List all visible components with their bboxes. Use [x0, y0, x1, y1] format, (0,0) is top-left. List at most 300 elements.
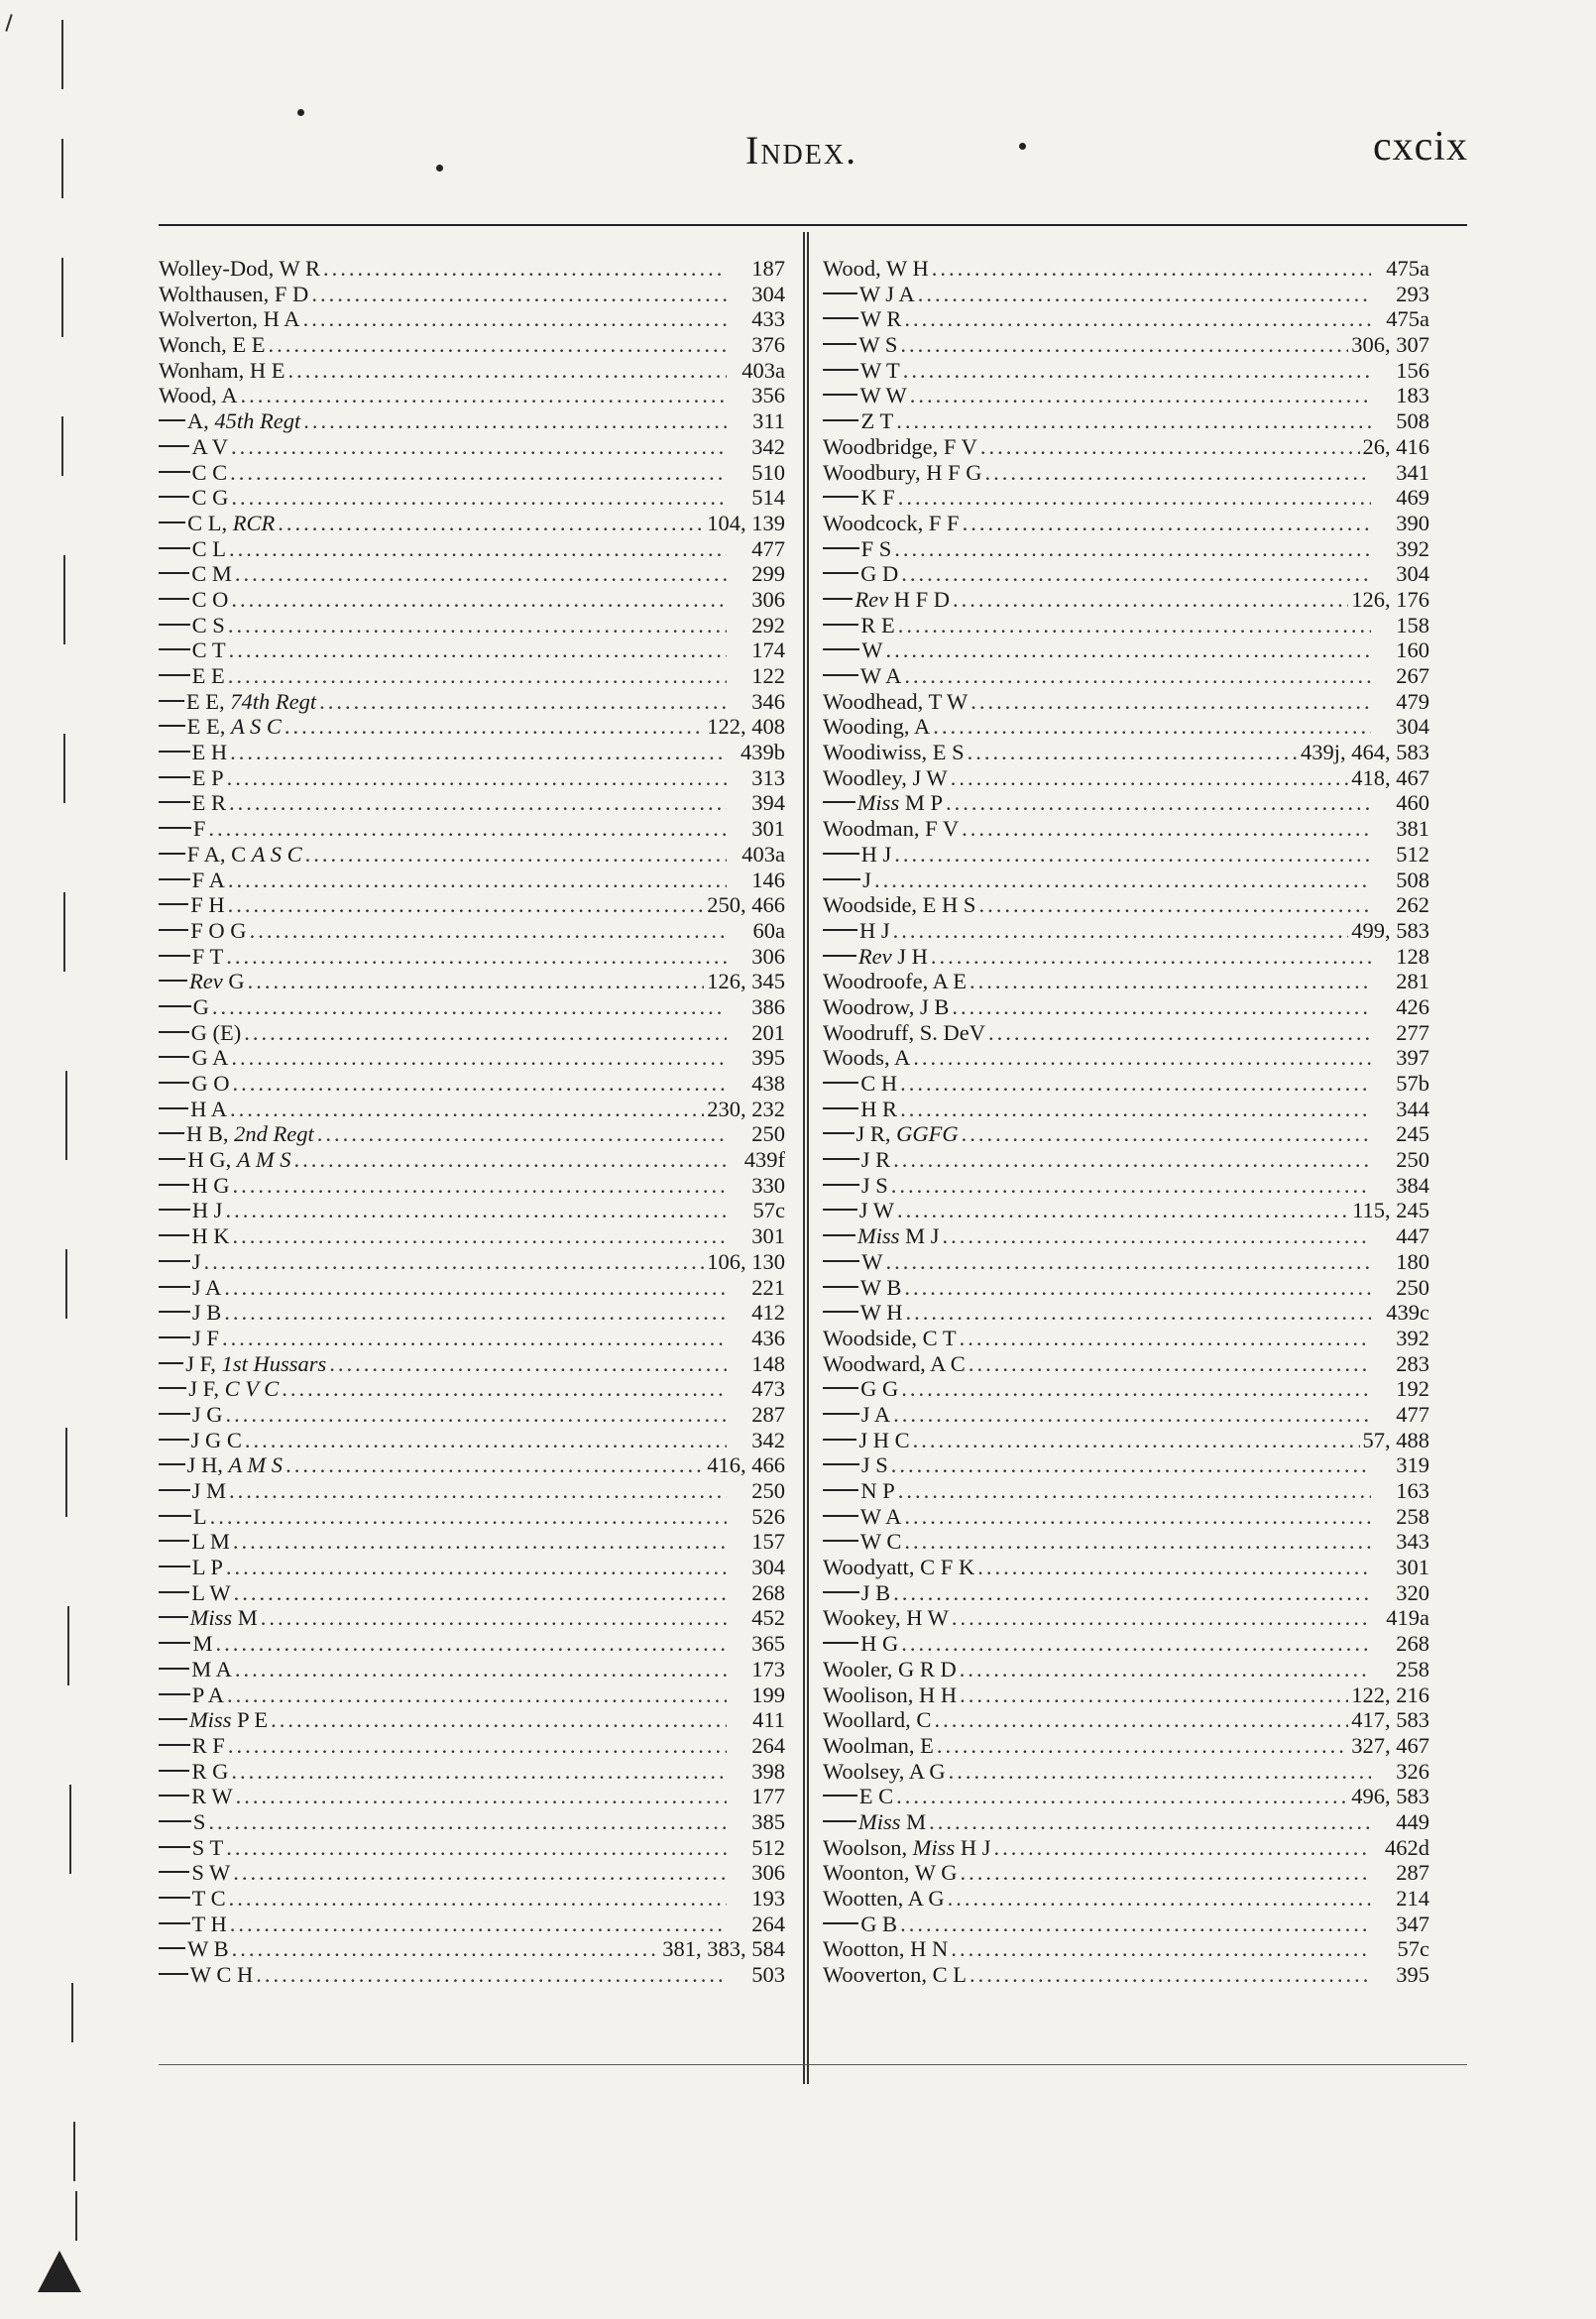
ditto-dash [159, 853, 185, 855]
index-entry [159, 358, 785, 384]
ditto-dash [823, 1082, 858, 1084]
ditto-dash [823, 1286, 858, 1288]
entry-name: Woodbridge, F V [823, 433, 977, 459]
entry-pages: 447 [1396, 1223, 1429, 1249]
index-entry [159, 1605, 785, 1631]
ditto-dash [159, 1668, 189, 1670]
entry-pages: 156 [1396, 357, 1429, 383]
entry-name: Rev J H [857, 943, 928, 969]
leader-dots [963, 511, 1371, 536]
entry-name: Woodbury, H F G [823, 459, 982, 485]
ditto-dash [823, 1234, 855, 1236]
ditto-dash [159, 955, 190, 957]
leader-dots [903, 358, 1371, 384]
entry-pages: 376 [751, 332, 785, 358]
ditto-dash [159, 419, 185, 421]
entry-name: R G [191, 1758, 229, 1784]
leader-dots [261, 1605, 727, 1631]
entry-name: Woodward, A C [823, 1350, 966, 1376]
leader-dots [305, 842, 727, 868]
ditto-dash [159, 1056, 189, 1058]
entry-pages: 304 [751, 281, 785, 306]
ditto-dash [159, 725, 185, 727]
entry-pages: 477 [751, 535, 785, 561]
entry-name: F O G [190, 917, 247, 943]
entry-name: Woodyatt, C F K [823, 1555, 975, 1580]
leader-dots [886, 638, 1371, 663]
index-column-left [159, 256, 785, 1988]
entry-pages: 503 [751, 1962, 785, 1988]
entry-pages: 281 [1396, 969, 1429, 994]
leader-dots [960, 1860, 1371, 1886]
index-entry [159, 1657, 785, 1682]
entry-name: C L, RCR [187, 510, 276, 535]
entry-name: L P [191, 1555, 223, 1580]
entry-pages: 436 [751, 1325, 785, 1350]
index-entry [823, 1478, 1429, 1504]
index-entry [159, 1860, 785, 1886]
index-entry [159, 485, 785, 511]
ditto-dash [159, 1107, 188, 1109]
index-entry [159, 460, 785, 486]
entry-name: E E, 74th Regt [185, 688, 317, 714]
index-entry [823, 383, 1429, 408]
leader-dots [231, 485, 727, 511]
index-entry [823, 1071, 1429, 1097]
ditto-dash [159, 1846, 190, 1848]
entry-pages: 245 [1396, 1121, 1429, 1147]
entry-pages: 250 [751, 1121, 785, 1147]
leader-dots [969, 1962, 1371, 1988]
entry-pages: 342 [751, 433, 785, 459]
leader-dots [285, 1452, 704, 1478]
index-entry [159, 663, 785, 689]
entry-pages: 426 [1396, 993, 1429, 1019]
ditto-dash [159, 1820, 191, 1822]
leader-dots [894, 842, 1371, 868]
entry-name: W C H [189, 1962, 254, 1988]
leader-dots [901, 1631, 1371, 1657]
entry-name: N P [860, 1478, 895, 1503]
ditto-dash [159, 522, 185, 523]
ditto-dash [823, 1489, 858, 1491]
leader-dots [970, 689, 1371, 715]
ditto-dash [823, 419, 858, 421]
leader-dots [228, 1733, 727, 1759]
entry-pages: 439b [741, 740, 785, 765]
entry-pages: 311 [752, 408, 785, 434]
leader-dots [226, 944, 727, 970]
entry-pages: 344 [1396, 1096, 1429, 1121]
leader-dots [893, 1147, 1371, 1173]
index-entry [159, 408, 785, 434]
entry-pages: 146 [751, 867, 785, 892]
ditto-dash [159, 1082, 189, 1084]
entry-pages: 392 [1396, 535, 1429, 561]
ditto-dash [159, 1413, 190, 1415]
entry-pages: 304 [1396, 561, 1429, 587]
ditto-dash [159, 980, 187, 982]
entry-pages: 386 [751, 993, 785, 1019]
entry-pages: 293 [1396, 281, 1429, 306]
leader-dots [271, 1707, 727, 1733]
leader-dots [226, 1835, 727, 1861]
entry-name: M [192, 1631, 213, 1657]
entry-pages: 304 [1396, 714, 1429, 740]
entry-pages: 475a [1386, 306, 1429, 332]
entry-name: Miss M [189, 1605, 258, 1631]
index-entry [159, 1912, 785, 1937]
leader-dots [319, 689, 727, 715]
ditto-dash [159, 1311, 190, 1313]
entry-pages: 287 [1396, 1860, 1429, 1886]
leader-dots [224, 1300, 727, 1326]
entry-name: A, 45th Regt [186, 408, 301, 434]
leader-dots [951, 1936, 1371, 1962]
entry-name: J B [191, 1300, 222, 1326]
ditto-dash [159, 1031, 189, 1033]
leader-dots [904, 663, 1371, 689]
leader-dots [898, 1478, 1371, 1504]
leader-dots [288, 358, 727, 384]
entry-name: Wookey, H W [823, 1605, 949, 1631]
ditto-dash [159, 1132, 184, 1134]
ditto-dash [159, 624, 190, 626]
index-entry [159, 944, 785, 970]
entry-pages: 394 [751, 790, 785, 816]
index-entry [823, 1223, 1429, 1249]
ditto-dash [823, 1515, 858, 1517]
leader-dots [960, 1682, 1348, 1708]
entry-name: W H [859, 1300, 903, 1326]
entry-pages: 299 [751, 561, 785, 587]
entry-pages: 416, 466 [707, 1452, 785, 1478]
leader-dots [913, 1045, 1371, 1071]
ditto-dash [159, 801, 190, 803]
ditto-dash [159, 648, 190, 650]
index-entry [823, 1020, 1429, 1046]
ditto-dash [159, 1973, 188, 1975]
entry-pages: 395 [751, 1045, 785, 1071]
page-number: cxcix [1373, 124, 1468, 170]
index-entry [823, 1504, 1429, 1530]
index-entry [823, 1707, 1429, 1733]
entry-name: G A [191, 1045, 229, 1071]
leader-dots [942, 1223, 1371, 1249]
ditto-dash [823, 369, 858, 371]
ditto-dash [823, 624, 858, 626]
leader-dots [231, 1759, 727, 1785]
index-entry [159, 511, 785, 536]
index-entry [823, 1452, 1429, 1478]
entry-name: J R [860, 1147, 891, 1173]
index-entry [159, 868, 785, 893]
leader-dots [230, 1097, 704, 1122]
entry-pages: 477 [1396, 1401, 1429, 1427]
entry-name: Wonham, H E [159, 357, 285, 383]
leader-dots [244, 1020, 727, 1046]
ditto-dash [823, 1463, 859, 1465]
entry-name: Woods, A [823, 1045, 911, 1071]
ditto-dash [159, 1005, 191, 1007]
leader-dots [980, 434, 1360, 460]
leader-dots [225, 1402, 727, 1428]
leader-dots [256, 1962, 727, 1988]
index-entry [159, 1452, 785, 1478]
entry-pages: 512 [1396, 841, 1429, 867]
ditto-dash [823, 1387, 858, 1389]
leader-dots [897, 1198, 1349, 1223]
leader-dots [988, 1020, 1371, 1046]
entry-name: J [862, 867, 871, 892]
entry-pages: 306 [751, 943, 785, 969]
entry-name: Rev G [189, 969, 245, 994]
entry-name: W B [187, 1936, 229, 1962]
index-entry [823, 842, 1429, 868]
leader-dots [317, 1121, 727, 1147]
leader-dots [212, 994, 727, 1020]
entry-pages: 347 [1396, 1911, 1429, 1936]
index-entry [823, 1733, 1429, 1759]
leader-dots [233, 1529, 727, 1555]
index-entry [159, 587, 785, 613]
entry-name: W A [859, 1503, 902, 1529]
entry-name: Woolman, E [823, 1732, 934, 1758]
entry-name: H A [190, 1096, 227, 1121]
entry-name: Miss M J [856, 1223, 940, 1249]
leader-dots [932, 256, 1371, 282]
index-column-right [823, 256, 1429, 1988]
entry-pages: 250, 466 [707, 892, 785, 918]
ditto-dash [159, 1642, 190, 1644]
entry-name: T H [191, 1911, 227, 1936]
index-entry [823, 1300, 1429, 1326]
leader-dots [269, 332, 727, 358]
index-entry [823, 561, 1429, 587]
entry-pages: 128 [1396, 943, 1429, 969]
ditto-dash [823, 878, 860, 880]
entry-pages: 268 [1396, 1631, 1429, 1657]
entry-pages: 301 [751, 1223, 785, 1249]
leader-dots [898, 613, 1371, 638]
leader-dots [227, 1682, 727, 1708]
entry-name: C H [860, 1071, 898, 1096]
ditto-dash [159, 674, 190, 676]
entry-pages: 343 [1396, 1529, 1429, 1555]
entry-pages: 320 [1396, 1579, 1429, 1605]
entry-name: H R [860, 1096, 898, 1121]
index-entry [159, 1580, 785, 1606]
entry-name: C S [191, 612, 225, 638]
index-entry [823, 408, 1429, 434]
leader-dots [893, 1580, 1371, 1606]
ditto-dash [159, 700, 184, 702]
index-entry [159, 994, 785, 1020]
leader-dots [204, 1249, 705, 1275]
index-entry [823, 1147, 1429, 1173]
entry-name: G (E) [190, 1019, 242, 1045]
ditto-dash [159, 1947, 185, 1949]
leader-dots [934, 1707, 1348, 1733]
entry-name: Wonch, E E [159, 332, 266, 358]
entry-pages: 341 [1396, 459, 1429, 485]
entry-pages: 514 [751, 485, 785, 511]
entry-pages: 258 [1396, 1656, 1429, 1681]
ditto-dash [823, 1540, 858, 1542]
entry-name: Wolley-Dod, W R [159, 256, 320, 281]
entry-name: J F, 1st Hussars [185, 1350, 327, 1376]
ditto-dash [159, 1158, 185, 1160]
entry-name: H G [191, 1172, 230, 1198]
ditto-dash [159, 1871, 189, 1873]
index-entry [823, 1835, 1429, 1861]
entry-name: Woodiwiss, E S [823, 740, 965, 765]
index-entry [159, 1478, 785, 1504]
entry-pages: 411 [752, 1707, 785, 1733]
entry-pages: 214 [1396, 1886, 1429, 1911]
entry-name: R E [860, 612, 895, 638]
index-entry [159, 1555, 785, 1580]
entry-name: Wood, A [159, 383, 238, 408]
ditto-dash [159, 471, 190, 473]
leader-dots [910, 383, 1371, 408]
entry-name: Woolison, H H [823, 1681, 958, 1707]
entry-pages: 304 [751, 1555, 785, 1580]
index-entry [159, 1121, 785, 1147]
entry-pages: 469 [1396, 485, 1429, 511]
entry-pages: 180 [1396, 1248, 1429, 1274]
leader-dots [248, 969, 705, 994]
ditto-dash [823, 1158, 859, 1160]
index-entry [823, 816, 1429, 842]
entry-pages: 258 [1396, 1503, 1429, 1529]
leader-dots [913, 1428, 1360, 1453]
entry-name: Miss P E [188, 1707, 269, 1733]
entry-pages: 346 [751, 688, 785, 714]
index-entry [823, 332, 1429, 358]
index-entry [159, 638, 785, 663]
leader-dots [896, 1784, 1348, 1809]
entry-pages: 292 [751, 612, 785, 638]
index-entry [823, 868, 1429, 893]
ditto-dash [823, 1260, 859, 1262]
entry-pages: 201 [751, 1019, 785, 1045]
index-entry [159, 1275, 785, 1301]
index-entry [823, 1428, 1429, 1453]
ditto-dash [159, 1718, 187, 1720]
leader-dots [901, 561, 1371, 587]
leader-dots [228, 663, 727, 689]
leader-dots [962, 816, 1371, 842]
entry-pages: 267 [1396, 663, 1429, 688]
index-entry [159, 1097, 785, 1122]
entry-pages: 403a [741, 841, 785, 867]
entry-pages: 381, 383, 584 [662, 1936, 785, 1962]
index-entry [159, 816, 785, 842]
ditto-dash [159, 1336, 190, 1338]
entry-pages: 499, 583 [1351, 917, 1429, 943]
index-entry [159, 1707, 785, 1733]
entry-name: J [191, 1248, 201, 1274]
leader-dots [937, 1733, 1348, 1759]
entry-name: J W [858, 1198, 894, 1223]
entry-name: E E, A S C [186, 714, 282, 740]
entry-pages: 508 [1396, 867, 1429, 892]
leader-dots [896, 408, 1371, 434]
ditto-dash [823, 1413, 859, 1415]
entry-name: G [192, 993, 209, 1019]
entry-pages: 526 [751, 1503, 785, 1529]
index-entry [159, 1809, 785, 1835]
entry-name: J B [860, 1579, 891, 1605]
index-entry [159, 306, 785, 332]
ditto-dash [159, 878, 190, 880]
leader-dots [293, 1147, 727, 1173]
ditto-dash [823, 317, 858, 319]
leader-dots [969, 1351, 1371, 1377]
index-entry [823, 1555, 1429, 1580]
index-entry [159, 561, 785, 587]
index-entry [159, 765, 785, 791]
entry-name: J S [860, 1452, 888, 1478]
index-entry [823, 1198, 1429, 1223]
leader-dots [962, 1121, 1371, 1147]
leader-dots [891, 1173, 1371, 1199]
leader-dots [952, 994, 1371, 1020]
entry-name: Miss M [857, 1808, 927, 1834]
leader-dots [231, 587, 727, 613]
index-entry [823, 790, 1429, 816]
ditto-dash [159, 1387, 186, 1389]
entry-name: A V [191, 433, 228, 459]
entry-name: W [861, 638, 883, 663]
index-entry [159, 256, 785, 282]
entry-name: H G, A M S [187, 1147, 291, 1173]
entry-pages: 60a [752, 917, 785, 943]
ditto-dash [823, 1184, 859, 1186]
entry-name: S W [191, 1860, 231, 1886]
index-entry [823, 765, 1429, 791]
entry-name: T C [191, 1886, 226, 1911]
entry-name: W S [858, 332, 898, 358]
index-entry [823, 358, 1429, 384]
ditto-dash [823, 929, 857, 931]
entry-pages: 230, 232 [707, 1096, 785, 1121]
index-entry [823, 1326, 1429, 1351]
header-rule [159, 224, 1467, 226]
entry-name: F H [190, 892, 225, 918]
index-entry [823, 1529, 1429, 1555]
leader-dots [233, 1860, 727, 1886]
entry-name: F T [191, 943, 224, 969]
index-entry [159, 1529, 785, 1555]
leader-dots [900, 332, 1348, 358]
index-entry [159, 1351, 785, 1377]
index-entry [159, 790, 785, 816]
entry-name: H J [860, 841, 892, 867]
ditto-dash [159, 1565, 190, 1567]
leader-dots [886, 1249, 1371, 1275]
index-entry [159, 1173, 785, 1199]
entry-name: J M [191, 1478, 226, 1503]
leader-dots [953, 587, 1348, 613]
index-entry [823, 1682, 1429, 1708]
entry-name: W W [859, 383, 907, 408]
leader-dots [230, 740, 727, 765]
entry-pages: 403a [741, 357, 785, 383]
index-entry [159, 1147, 785, 1173]
index-entry [823, 1962, 1429, 1988]
